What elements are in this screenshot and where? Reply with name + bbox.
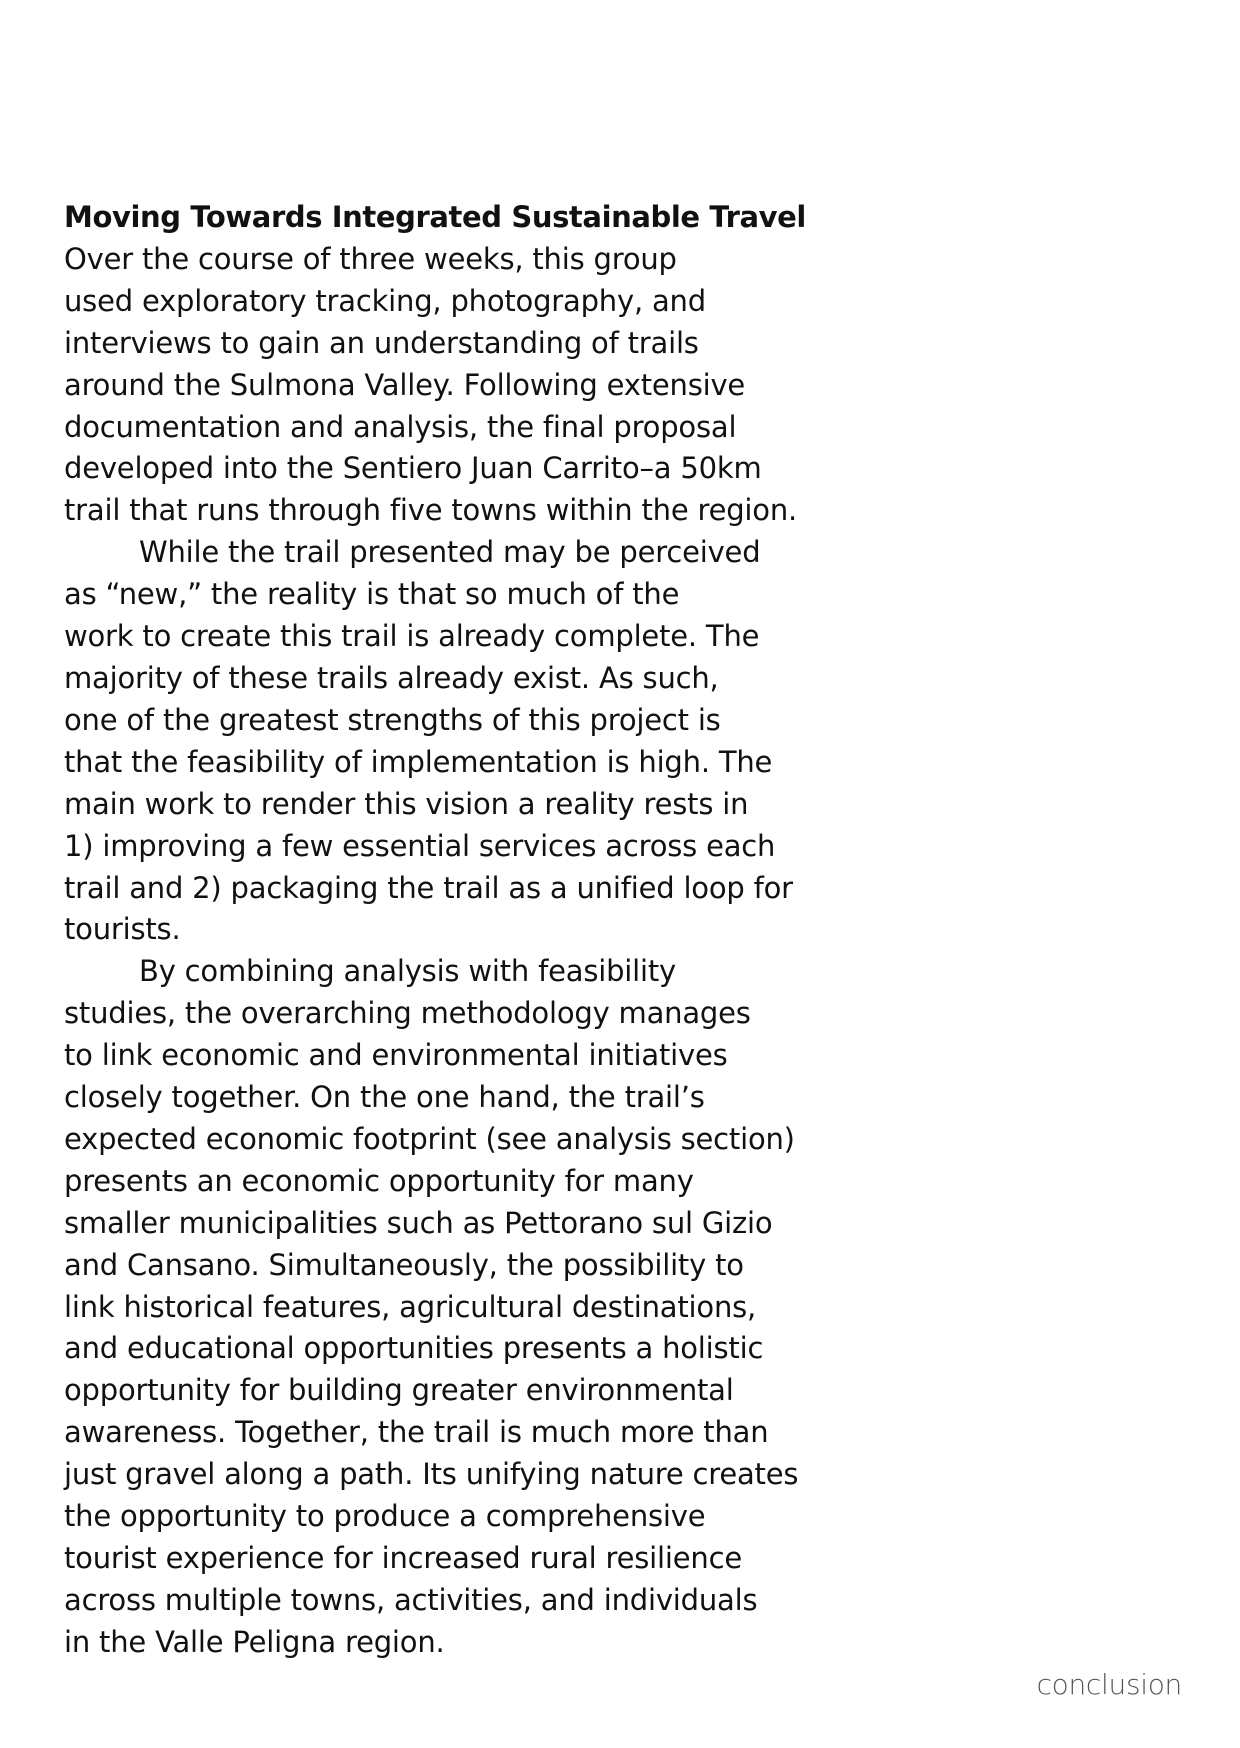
paragraph-line: By combining analysis with feasibility: [139, 954, 676, 989]
paragraph-line: that the feasibility of implementation is high. The: [64, 744, 773, 779]
paragraph-line: one of the greatest strengths of this project is: [64, 702, 721, 737]
paragraph-line: and educational opportunities presents a holistic: [64, 1331, 764, 1366]
paragraph: [64, 532, 824, 951]
section-footer-label: conclusion: [1036, 1668, 1182, 1701]
paragraph-line: tourist experience for increased rural resilience: [64, 1541, 742, 1575]
paragraph-line: documentation and analysis, the final proposal: [64, 409, 737, 444]
paragraph-line: just gravel along a path. Its unifying nature creates: [64, 1457, 799, 1492]
paragraph-line: used exploratory tracking, photography, and: [64, 283, 706, 318]
paragraph-line: developed into the Sentiero Juan Carrito–a 50km: [64, 451, 762, 486]
paragraph-line: awareness. Together, the trail is much more than: [64, 1415, 769, 1450]
paragraph-line: majority of these trails already exist. As such,: [64, 660, 719, 695]
paragraph-list: [64, 239, 824, 1664]
paragraph-line: smaller municipalities such as Pettorano sul Gizio: [64, 1205, 773, 1240]
paragraph-line: main work to render this vision a reality rests in: [64, 786, 749, 821]
paragraph-line: presents an economic opportunity for many: [64, 1163, 694, 1198]
paragraph-line: expected economic footprint (see analysis section): [64, 1121, 795, 1156]
paragraph-line: While the trail presented may be perceived: [139, 535, 761, 570]
paragraph-line: Over the course of three weeks, this group: [64, 241, 677, 276]
paragraph: [64, 951, 824, 1663]
paragraph-line: trail that runs through five towns within the region.: [64, 493, 798, 528]
paragraph-line: as “new,” the reality is that so much of the: [64, 577, 680, 612]
paragraph-line: tourists.: [64, 912, 181, 947]
body-text-column: [64, 197, 824, 1664]
paragraph-line: interviews to gain an understanding of trails: [64, 325, 699, 360]
paragraph-line: closely together. On the one hand, the trail’s: [64, 1080, 705, 1115]
paragraph-line: trail and 2) packaging the trail as a unified loop for: [64, 870, 793, 905]
paragraph-line: in the Valle Peligna region.: [64, 1624, 445, 1659]
paragraph-line: link historical features, agricultural destinations,: [64, 1289, 757, 1324]
paragraph-line: studies, the overarching methodology manages: [64, 996, 751, 1031]
paragraph-line: around the Sulmona Valley. Following extensive: [64, 367, 746, 402]
paragraph-line: to link economic and environmental initiatives: [64, 1038, 728, 1073]
paragraph-line: the opportunity to produce a comprehensive: [64, 1499, 706, 1534]
paragraph-line: work to create this trail is already complete. The: [64, 619, 760, 654]
paragraph-line: across multiple towns, activities, and individuals: [64, 1582, 758, 1617]
section-title: Moving Towards Integrated Sustainable Travel: [64, 200, 806, 234]
paragraph-line: 1) improving a few essential services across each: [64, 828, 776, 863]
paragraph-line: and Cansano. Simultaneously, the possibility to: [64, 1247, 744, 1282]
paragraph-line: opportunity for building greater environmental: [64, 1373, 734, 1408]
paragraph: [64, 239, 824, 532]
